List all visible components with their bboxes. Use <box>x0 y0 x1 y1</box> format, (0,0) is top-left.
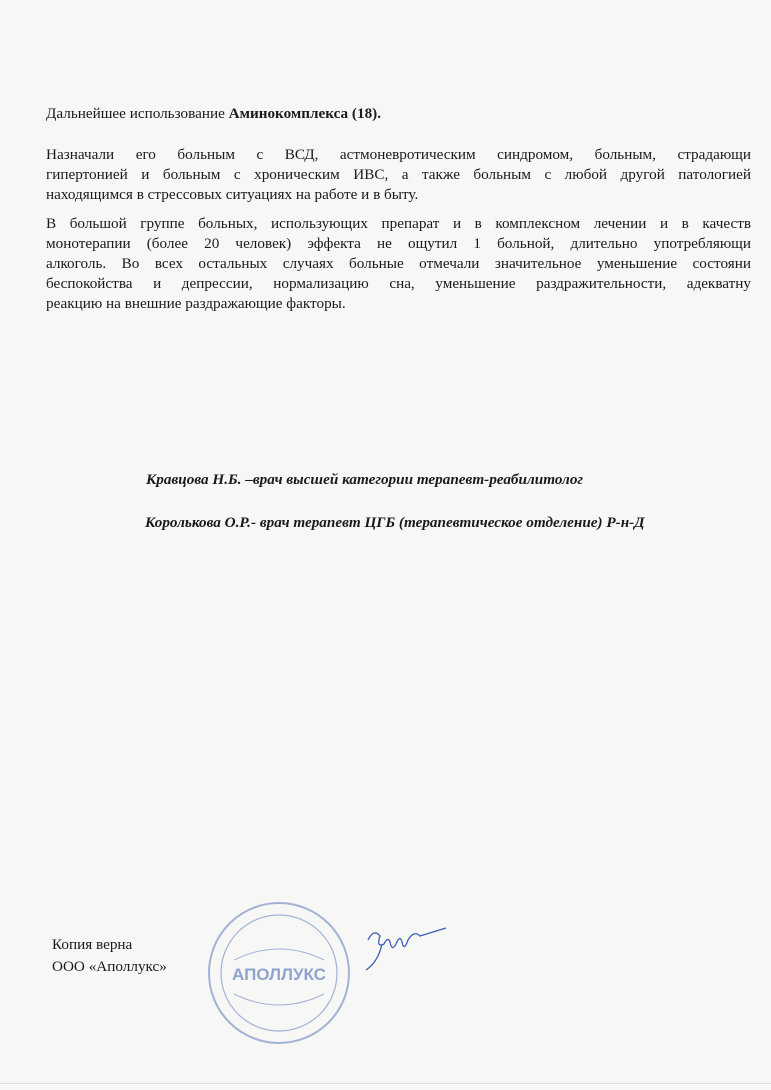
handwritten-signature <box>360 918 450 978</box>
paragraph-2-line: В большой группе больных, использующих препарат и в комплексном лечении и в качеств <box>46 215 751 232</box>
page-bottom-edge <box>0 1083 771 1084</box>
paragraph-2-line: алкоголь. Во всех остальных случаях больные отмечали значительное уменьшение состояни <box>46 255 751 272</box>
copy-true-label: Копия верна <box>52 936 133 953</box>
paragraph-2-line: беспокойства и депрессии, нормализацию сна, уменьшение раздражительности, адекватну <box>46 275 751 292</box>
paragraph-2-line: монотерапии (более 20 человек) эффекта не ощутил 1 больной, длительно употребляющи <box>46 235 751 252</box>
intro-line <box>46 104 751 124</box>
paragraph-1-line: Назначали его больным с ВСД, астмоневротическим синдромом, больным, страдающи <box>46 146 751 163</box>
paragraph-1 <box>46 145 751 205</box>
paragraph-1-line: находящимся в стрессовых ситуациях на работе и в быту. <box>46 186 419 203</box>
paragraph-1-line: гипертонией и больным с хроническим ИВС, а также больным с любой другой патологией <box>46 166 751 183</box>
product-name: Аминокомплекса (18). <box>228 105 382 122</box>
paragraph-2 <box>46 214 751 314</box>
intro-prefix: Дальнейшее использование <box>46 105 229 122</box>
company-name: ООО «Аполлукс» <box>52 958 167 975</box>
company-stamp <box>204 898 354 1048</box>
stamp-text: АПОЛЛУКС <box>232 965 326 984</box>
signatory-2: Королькова О.Р.- врач терапевт ЦГБ (терапевтическое отделение) Р-н-Д <box>145 514 645 531</box>
certification-block <box>52 934 167 978</box>
paragraph-2-line: реакцию на внешние раздражающие факторы. <box>46 295 346 312</box>
signatory-1: Кравцова Н.Б. –врач высшей категории терапевт-реабилитолог <box>146 471 584 488</box>
